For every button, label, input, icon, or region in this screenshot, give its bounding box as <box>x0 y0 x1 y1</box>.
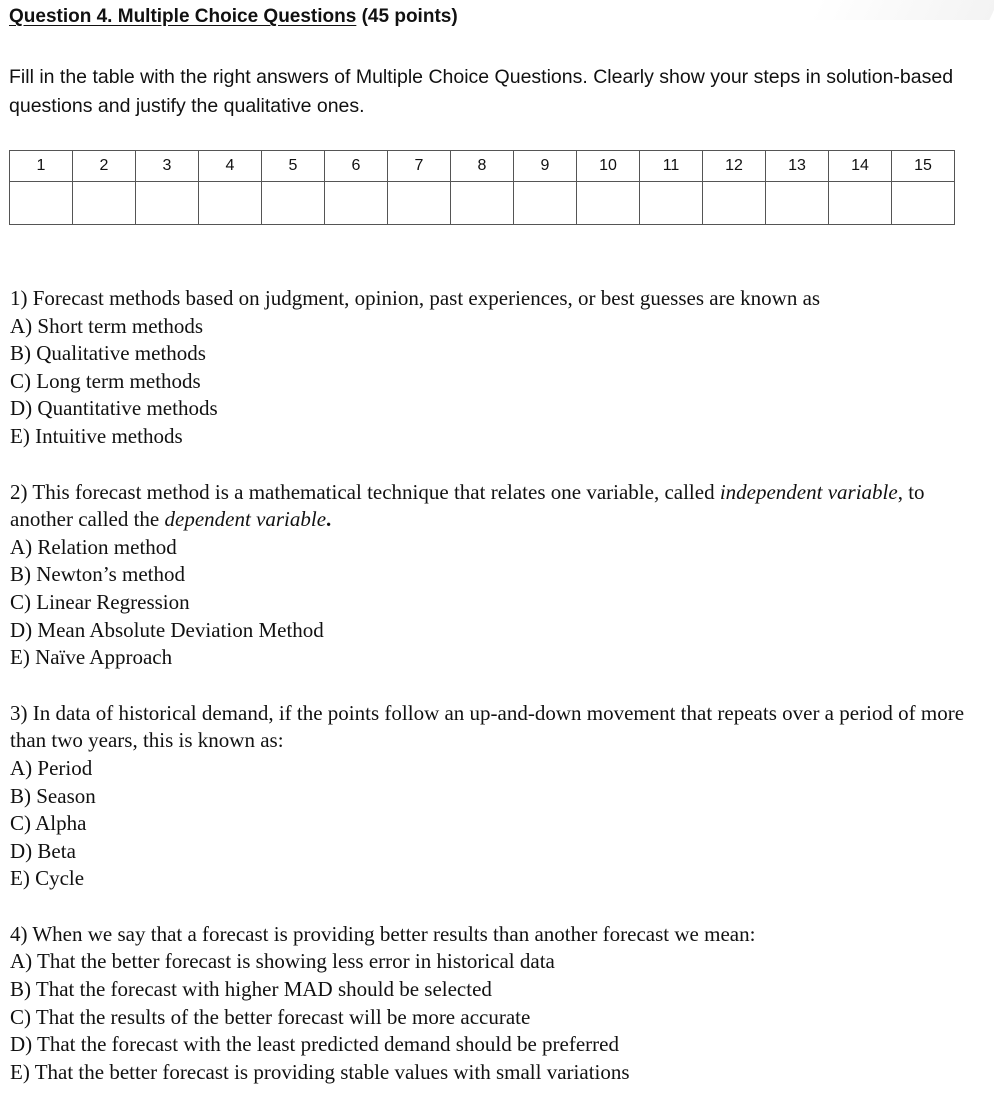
stem-term-independent: independent variable <box>719 479 898 504</box>
option-b: B) Qualitative methods <box>10 341 206 366</box>
stem-text: 2) This forecast method is a mathematical technique that relates one variable, called <box>10 479 720 504</box>
option-d: D) That the forecast with the least predicted demand should be preferred <box>10 1032 619 1057</box>
answer-entry-cell-3[interactable] <box>136 182 199 225</box>
question-4 <box>10 921 970 1087</box>
answer-number-cell: 7 <box>388 151 451 182</box>
answer-entry-cell-5[interactable] <box>262 182 325 225</box>
option-a: A) Relation method <box>10 534 177 559</box>
stem-term-dependent: dependent variable <box>164 507 327 532</box>
option-a: A) Short term methods <box>10 313 204 338</box>
answer-number-cell: 4 <box>199 151 262 182</box>
answer-entry-cell-14[interactable] <box>829 182 892 225</box>
option-c: C) That the results of the better forecast will be more accurate <box>10 1004 531 1029</box>
answer-entry-cell-11[interactable] <box>640 182 703 225</box>
option-e: E) Intuitive methods <box>10 423 183 448</box>
answer-number-cell: 6 <box>325 151 388 182</box>
answer-entry-cell-4[interactable] <box>199 182 262 225</box>
option-d: D) Beta <box>10 838 76 863</box>
question-stem: 1) Forecast methods based on judgment, opinion, past experiences, or best guesses are known as <box>10 286 821 310</box>
answer-number-cell: 8 <box>451 151 514 182</box>
question-stem <box>10 479 970 534</box>
instructions-text: Fill in the table with the right answers of Multiple Choice Questions. Clearly show your steps in solution-based questions and justify the qualitative ones. <box>9 66 954 117</box>
answer-entry-cell-13[interactable] <box>766 182 829 225</box>
option-b: B) Season <box>10 783 96 808</box>
answer-table <box>9 150 955 225</box>
question-1 <box>10 285 970 451</box>
answer-number-cell: 10 <box>577 151 640 182</box>
option-b: B) That the forecast with higher MAD should be selected <box>10 977 492 1002</box>
option-c: C) Long term methods <box>10 368 201 393</box>
answer-number-cell: 13 <box>766 151 829 182</box>
answer-number-cell: 15 <box>892 151 955 182</box>
answer-entry-cell-12[interactable] <box>703 182 766 225</box>
answer-entry-cell-9[interactable] <box>514 182 577 225</box>
answer-number-cell: 9 <box>514 151 577 182</box>
question-stem: 3) In data of historical demand, if the points follow an up-and-down movement that repeats over a period of more than two years, this is known as: <box>10 700 965 753</box>
answer-number-cell: 14 <box>829 151 892 182</box>
option-c: C) Linear Regression <box>10 589 190 614</box>
option-a: A) Period <box>10 755 93 780</box>
section-heading <box>9 6 458 28</box>
answer-table-number-row <box>10 151 955 182</box>
heading-title: Question 4. Multiple Choice Questions <box>9 6 357 27</box>
questions-list <box>10 285 970 1114</box>
question-2 <box>10 479 970 672</box>
option-c: C) Alpha <box>10 811 87 836</box>
corner-decoration <box>809 0 994 20</box>
option-d: D) Mean Absolute Deviation Method <box>10 617 324 642</box>
answer-entry-cell-10[interactable] <box>577 182 640 225</box>
stem-text: , to another called the <box>10 479 925 532</box>
answer-table-entry-row <box>10 182 955 225</box>
option-a: A) That the better forecast is showing less error in historical data <box>10 949 555 974</box>
answer-entry-cell-2[interactable] <box>73 182 136 225</box>
question-3 <box>10 700 970 893</box>
answer-entry-cell-7[interactable] <box>388 182 451 225</box>
answer-entry-cell-8[interactable] <box>451 182 514 225</box>
option-e: E) Cycle <box>10 866 85 891</box>
heading-points: (45 points) <box>356 6 458 27</box>
question-stem: 4) When we say that a forecast is providing better results than another forecast we mean: <box>10 921 756 946</box>
option-e: E) That the better forecast is providing stable values with small variations <box>10 1059 630 1084</box>
answer-number-cell: 11 <box>640 151 703 182</box>
answer-entry-cell-15[interactable] <box>892 182 955 225</box>
option-e: E) Naïve Approach <box>10 645 173 670</box>
option-b: B) Newton’s method <box>10 562 185 587</box>
answer-number-cell: 12 <box>703 151 766 182</box>
answer-number-cell: 5 <box>262 151 325 182</box>
answer-number-cell: 2 <box>73 151 136 182</box>
answer-entry-cell-1[interactable] <box>10 182 73 225</box>
answer-entry-cell-6[interactable] <box>325 182 388 225</box>
option-d: D) Quantitative methods <box>10 396 218 421</box>
answer-number-cell: 1 <box>10 151 73 182</box>
stem-period: . <box>326 507 332 532</box>
answer-number-cell: 3 <box>136 151 199 182</box>
